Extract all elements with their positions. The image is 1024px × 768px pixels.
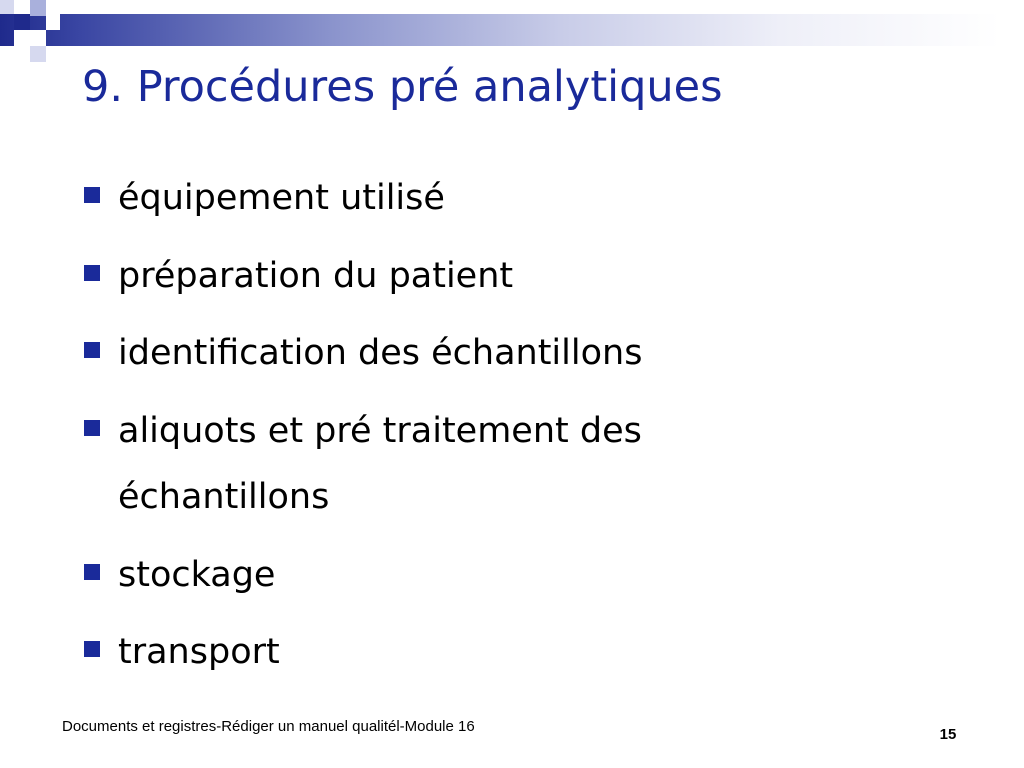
square-bullet-icon bbox=[84, 564, 100, 580]
page-number: 15 bbox=[939, 726, 957, 743]
decor-square bbox=[30, 46, 46, 62]
decor-square bbox=[46, 0, 60, 14]
decor-square bbox=[30, 30, 46, 46]
decor-square bbox=[46, 14, 60, 30]
header-gradient-band bbox=[0, 14, 1024, 46]
bullet-item bbox=[82, 320, 822, 387]
square-bullet-icon bbox=[84, 641, 100, 657]
bullet-text: préparation du patient bbox=[118, 255, 514, 296]
bullet-item bbox=[82, 165, 822, 232]
bullet-item bbox=[82, 619, 822, 686]
decor-square bbox=[14, 0, 30, 14]
bullet-item bbox=[82, 243, 822, 310]
bullet-item bbox=[82, 398, 822, 531]
decor-square bbox=[30, 0, 46, 16]
square-bullet-icon bbox=[84, 187, 100, 203]
square-bullet-icon bbox=[84, 342, 100, 358]
bullet-text: équipement utilisé bbox=[118, 178, 445, 218]
decor-square bbox=[14, 30, 30, 46]
footer-text: Documents et registres-Rédiger un manuel qualitél-Module 16 bbox=[62, 718, 475, 735]
square-bullet-icon bbox=[84, 265, 100, 281]
bullet-list bbox=[82, 165, 822, 697]
bullet-text: stockage bbox=[118, 554, 276, 595]
slide-title: 9. Procédures pré analytiques bbox=[82, 62, 723, 112]
decor-square bbox=[0, 0, 14, 14]
decor-square bbox=[14, 14, 30, 30]
bullet-text: aliquots et pré traitement des échantillons bbox=[118, 410, 642, 517]
bullet-text: identification des échantillons bbox=[118, 333, 643, 373]
bullet-item bbox=[82, 542, 822, 609]
square-bullet-icon bbox=[84, 420, 100, 436]
bullet-text: transport bbox=[118, 632, 280, 672]
